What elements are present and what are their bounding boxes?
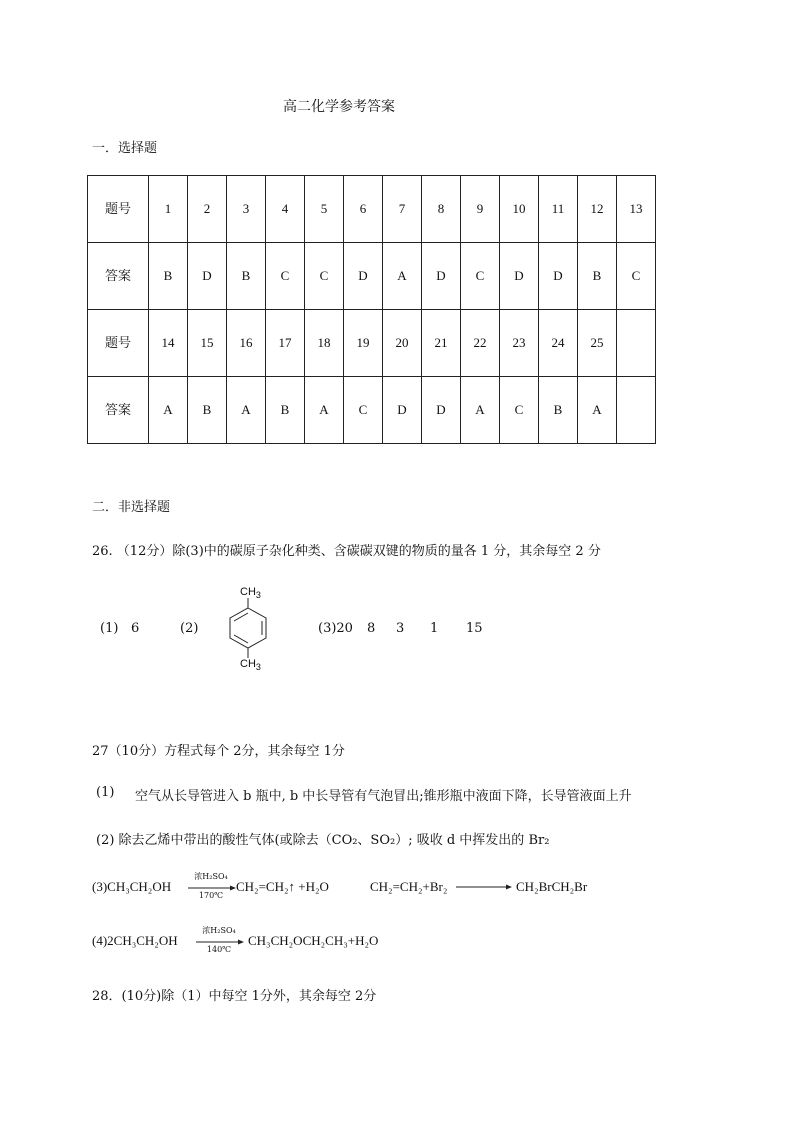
table-cell: 7 [383, 176, 422, 243]
section-heading-multiple-choice: 一．选择题 [92, 141, 158, 156]
table-cell: D [422, 377, 461, 444]
table-cell: 9 [461, 176, 500, 243]
eq3b-product: CH₂BrCH₂Br [516, 879, 588, 894]
eq4-reactant: (4)2CH₃CH₂OH [92, 933, 178, 948]
table-cell: B [227, 243, 266, 310]
row-header: 题号 [88, 310, 149, 377]
table-cell: 5 [305, 176, 344, 243]
question-26-text: . （12分）除(3)中的碳原子杂化种类、含碳碳双键的物质的量各 1 分，其余每空 2 分 [108, 544, 601, 559]
table-cell: 16 [227, 310, 266, 377]
table-cell: 24 [539, 310, 578, 377]
table-cell: D [188, 243, 227, 310]
table-row [88, 310, 656, 377]
eq3b-reaction-arrow [456, 883, 512, 891]
eq4-products: CH₃CH₂OCH₂CH₃+H₂O [248, 933, 379, 948]
table-cell: D [422, 243, 461, 310]
table-cell: 17 [266, 310, 305, 377]
q26-part2-label: (2) [180, 621, 199, 636]
table-cell: A [305, 377, 344, 444]
table-cell: D [383, 377, 422, 444]
q26-part3-value-3: 1 [430, 621, 439, 636]
eq3-condition-top: 浓H₂SO₄ [194, 872, 228, 881]
table-cell: C [305, 243, 344, 310]
table-cell: D [539, 243, 578, 310]
table-cell: 22 [461, 310, 500, 377]
table-cell: D [344, 243, 383, 310]
table-cell [617, 377, 656, 444]
table-cell: 3 [227, 176, 266, 243]
p-xylene-structure [220, 598, 276, 658]
eq3-products: CH₂=CH₂↑ +H₂O [236, 879, 329, 894]
table-row [88, 377, 656, 444]
table-cell: C [344, 377, 383, 444]
table-cell: 4 [266, 176, 305, 243]
answer-table [87, 175, 656, 444]
table-cell: 11 [539, 176, 578, 243]
q27-part2-text: (2) 除去乙烯中带出的酸性气体(或除去（CO₂、SO₂）; 吸收 d 中挥发出的 Br₂ [96, 833, 550, 848]
page-title: 高二化学参考答案 [283, 99, 395, 115]
q27-part1-label: (1) [96, 785, 115, 800]
table-cell: 23 [500, 310, 539, 377]
eq3-condition-bottom: 170℃ [198, 891, 224, 900]
methyl-top-label: $CH_3$ [240, 586, 261, 601]
q26-part3: (3)20 [318, 621, 353, 636]
table-cell: 8 [422, 176, 461, 243]
table-cell: 10 [500, 176, 539, 243]
row-header: 答案 [88, 377, 149, 444]
table-cell: B [188, 377, 227, 444]
table-cell: 25 [578, 310, 617, 377]
row-header: 答案 [88, 243, 149, 310]
q26-part1-answer: 6 [131, 621, 140, 636]
table-cell: 20 [383, 310, 422, 377]
methyl-bottom-label: $CH_3$ [240, 658, 261, 673]
section-heading-non-multiple-choice: 二．非选择题 [92, 500, 171, 515]
table-cell: B [578, 243, 617, 310]
question-28-header: 28．(10分)除（1）中每空 1分外，其余每空 2分 [92, 989, 377, 1004]
table-row [88, 176, 656, 243]
q27-part1-text: 空气从长导管进入 b 瓶中, b 中长导管有气泡冒出;锥形瓶中液面下降，长导管液面上升 [135, 789, 632, 804]
table-cell: D [500, 243, 539, 310]
table-cell: 2 [188, 176, 227, 243]
table-cell: B [266, 377, 305, 444]
table-row [88, 243, 656, 310]
eq4-condition-top: 浓H₂SO₄ [202, 926, 236, 935]
eq3-reactant: (3)CH₃CH₂OH [92, 879, 172, 894]
table-cell: 14 [149, 310, 188, 377]
table-cell: A [578, 377, 617, 444]
table-cell: 19 [344, 310, 383, 377]
table-cell: 6 [344, 176, 383, 243]
table-cell: B [539, 377, 578, 444]
table-cell: 15 [188, 310, 227, 377]
table-cell: 12 [578, 176, 617, 243]
eq3b-reactants: CH₂=CH₂+Br₂ [370, 879, 448, 894]
question-26-header [92, 540, 601, 559]
table-cell: 13 [617, 176, 656, 243]
question-26-number: 26 [92, 544, 109, 559]
q26-part3-value-1: 8 [367, 621, 376, 636]
table-cell: 18 [305, 310, 344, 377]
table-cell: A [149, 377, 188, 444]
table-cell: C [266, 243, 305, 310]
q26-part3-value-2: 3 [396, 621, 405, 636]
table-cell: C [500, 377, 539, 444]
question-27-header: 27（10分）方程式每个 2分，其余每空 1分 [92, 744, 345, 759]
row-header: 题号 [88, 176, 149, 243]
table-cell: A [383, 243, 422, 310]
table-cell: A [227, 377, 266, 444]
table-cell: C [461, 243, 500, 310]
table-cell: A [461, 377, 500, 444]
eq4-condition-bottom: 140℃ [206, 945, 232, 954]
table-cell: B [149, 243, 188, 310]
q26-part1-label: (1) [100, 621, 119, 636]
table-cell: C [617, 243, 656, 310]
table-cell: 21 [422, 310, 461, 377]
table-cell [617, 310, 656, 377]
q26-part3-value-4: 15 [466, 621, 483, 636]
table-cell: 1 [149, 176, 188, 243]
